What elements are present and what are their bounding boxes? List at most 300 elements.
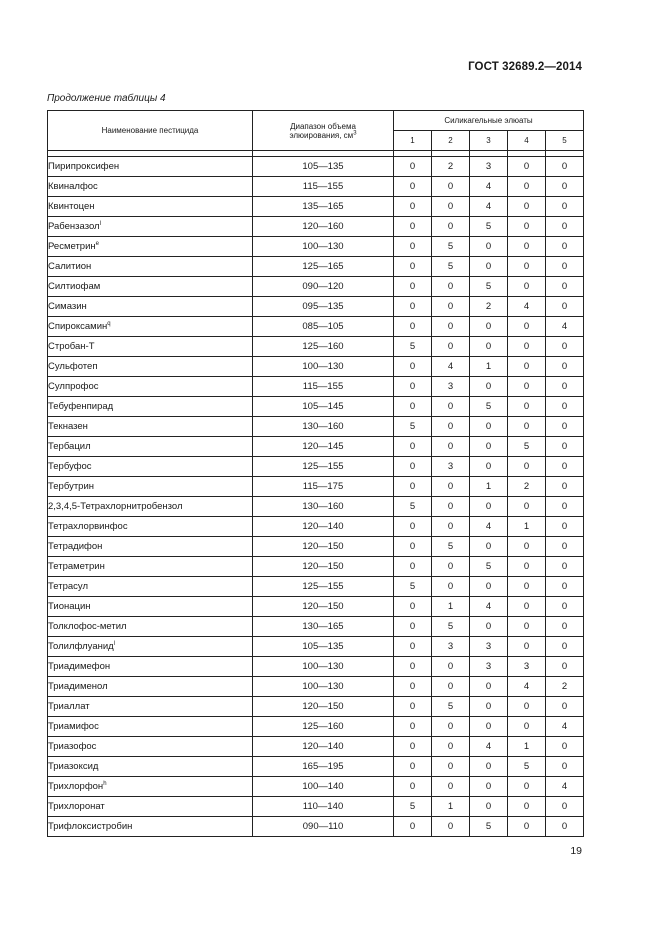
elution-range-cell: 110—140 [253,797,394,817]
eluate-value-cell: 0 [508,457,546,477]
eluate-value-cell: 0 [432,317,470,337]
eluate-value-cell: 0 [546,237,584,257]
eluate-value-cell: 5 [394,417,432,437]
pesticide-name: Сулпрофос [48,381,99,392]
eluate-value-cell: 0 [546,637,584,657]
eluate-value-cell: 0 [546,817,584,837]
eluate-value-cell: 0 [508,177,546,197]
eluate-value-cell: 3 [432,377,470,397]
pesticide-name: Тетраметрин [48,561,105,572]
eluate-value-cell: 5 [394,337,432,357]
range-header-unit: элюирования, см [289,130,354,140]
pesticide-name-cell [48,377,253,397]
eluate-value-cell: 0 [394,357,432,377]
pesticide-name: Тербутрин [48,481,95,492]
eluate-value-cell: 0 [470,677,508,697]
eluate-value-cell: 0 [432,517,470,537]
elution-range-cell: 125—155 [253,457,394,477]
elution-range-cell: 135—165 [253,197,394,217]
eluate-value-cell: 4 [470,597,508,617]
eluate-value-cell: 0 [470,417,508,437]
table-row [48,617,584,637]
eluate-value-cell: 0 [546,157,584,177]
pesticide-name: Тербацил [48,441,91,452]
eluate-value-cell: 0 [470,757,508,777]
eluate-value-cell: 0 [470,717,508,737]
eluate-value-cell: 1 [432,597,470,617]
range-header-line2 [253,131,393,140]
pesticide-name: Ресметрин [48,241,96,252]
pesticide-name-cell [48,237,253,257]
pesticide-name-cell [48,677,253,697]
elution-range-cell: 085—105 [253,317,394,337]
elution-range-cell: 120—140 [253,737,394,757]
elution-range-cell: 105—135 [253,637,394,657]
pesticide-name-cell [48,577,253,597]
eluate-value-cell: 0 [546,377,584,397]
eluate-value-cell: 5 [508,757,546,777]
eluate-value-cell: 0 [470,337,508,357]
pesticide-name-cell [48,417,253,437]
pesticide-name: Спироксамин [48,321,108,332]
eluate-value-cell: 0 [546,597,584,617]
pesticide-name-cell [48,777,253,797]
eluate-value-cell: 0 [546,277,584,297]
eluate-value-cell: 0 [508,577,546,597]
eluate-value-cell: 5 [394,577,432,597]
eluate-value-cell: 5 [470,277,508,297]
eluate-value-cell: 0 [546,617,584,637]
table-row [48,457,584,477]
pesticide-name: Толилфлуанид [48,641,114,652]
table-row [48,277,584,297]
pesticide-table [47,110,584,837]
eluate-value-cell: 0 [394,177,432,197]
elution-range-cell: 125—160 [253,717,394,737]
eluate-value-cell: 0 [546,757,584,777]
pesticide-name-cell [48,357,253,377]
eluate-value-cell: 0 [546,537,584,557]
elution-range-cell: 120—145 [253,437,394,457]
table-row [48,437,584,457]
eluate-value-cell: 3 [470,657,508,677]
eluate-value-cell: 5 [470,217,508,237]
eluate-value-cell: 0 [508,317,546,337]
eluate-value-cell: 0 [394,197,432,217]
eluate-value-cell: 0 [546,797,584,817]
eluate-value-cell: 0 [470,317,508,337]
eluate-value-cell: 0 [508,197,546,217]
eluate-value-cell: 5 [508,437,546,457]
eluate-value-cell: 0 [432,477,470,497]
eluate-value-cell: 0 [394,517,432,537]
eluate-value-cell: 0 [432,437,470,457]
eluate-value-cell: 0 [394,777,432,797]
eluate-value-cell: 0 [394,277,432,297]
pesticide-name: Силтиофам [48,281,101,292]
elution-range-cell: 120—150 [253,557,394,577]
eluate-value-cell: 0 [508,817,546,837]
eluate-value-cell: 0 [470,617,508,637]
table-row [48,717,584,737]
eluate-value-cell: 0 [470,237,508,257]
pesticide-name: Симазин [48,301,87,312]
eluate-value-cell: 0 [546,417,584,437]
eluate-value-cell: 0 [508,417,546,437]
table-row [48,537,584,557]
eluate-value-cell: 0 [470,497,508,517]
eluate-value-cell: 0 [432,577,470,597]
pesticide-name: Квинтоцен [48,201,95,212]
table-row [48,777,584,797]
table-row [48,197,584,217]
eluate-value-cell: 4 [470,737,508,757]
eluate-value-cell: 0 [508,697,546,717]
eluate-value-cell: 0 [432,657,470,677]
eluate-value-cell: 0 [432,197,470,217]
eluate-value-cell: 0 [394,477,432,497]
elution-range-cell: 120—150 [253,537,394,557]
pesticide-name: Триазоксид [48,761,99,772]
pesticide-name-cell [48,817,253,837]
pesticide-name-cell [48,197,253,217]
table-row [48,177,584,197]
eluate-value-cell: 0 [432,417,470,437]
eluate-value-cell: 0 [394,757,432,777]
eluate-value-cell: 5 [432,697,470,717]
eluate-column-header: 3 [470,131,508,151]
pesticide-name-cell [48,337,253,357]
eluate-value-cell: 4 [546,777,584,797]
eluate-column-header: 2 [432,131,470,151]
eluate-value-cell: 0 [546,357,584,377]
table-caption: Продолжение таблицы 4 [47,93,166,104]
eluate-value-cell: 5 [394,797,432,817]
elution-range-cell: 100—130 [253,237,394,257]
eluate-value-cell: 0 [470,257,508,277]
pesticide-name: Тербуфос [48,461,92,472]
table-row [48,297,584,317]
table-row [48,657,584,677]
column-header-range [253,111,394,151]
pesticide-name-cell [48,737,253,757]
eluate-column-header: 1 [394,131,432,151]
eluate-value-cell: 0 [432,217,470,237]
eluate-value-cell: 5 [470,397,508,417]
eluate-value-cell: 0 [394,677,432,697]
pesticide-name-cell [48,317,253,337]
eluate-value-cell: 0 [394,377,432,397]
eluate-value-cell: 0 [394,597,432,617]
eluate-value-cell: 0 [394,637,432,657]
pesticide-name-cell [48,437,253,457]
eluate-value-cell: 2 [546,677,584,697]
eluate-value-cell: 0 [394,157,432,177]
pesticide-name: Трифлоксистробин [48,821,133,832]
eluate-value-cell: 0 [470,697,508,717]
pesticide-name-cell [48,177,253,197]
eluate-value-cell: 0 [470,437,508,457]
table-row [48,397,584,417]
elution-range-cell: 095—135 [253,297,394,317]
eluate-value-cell: 2 [432,157,470,177]
eluate-value-cell: 4 [470,517,508,537]
eluate-value-cell: 4 [470,177,508,197]
elution-range-cell: 165—195 [253,757,394,777]
eluate-value-cell: 0 [546,197,584,217]
elution-range-cell: 090—120 [253,277,394,297]
eluate-value-cell: 0 [470,577,508,597]
eluate-value-cell: 5 [432,617,470,637]
eluate-value-cell: 4 [546,317,584,337]
table-row [48,817,584,837]
elution-range-cell: 100—140 [253,777,394,797]
elution-range-cell: 100—130 [253,657,394,677]
pesticide-name: 2,3,4,5-Тетрахлорнитробензол [48,501,183,512]
eluate-value-cell: 3 [508,657,546,677]
pesticide-name: Тетрасул [48,581,88,592]
table-row [48,477,584,497]
eluate-value-cell: 0 [432,757,470,777]
pesticide-name-cell [48,537,253,557]
eluate-value-cell: 0 [546,457,584,477]
table-row [48,797,584,817]
eluate-value-cell: 0 [432,277,470,297]
elution-range-cell: 130—165 [253,617,394,637]
eluate-value-cell: 0 [432,297,470,317]
pesticide-name-cell [48,477,253,497]
table-row [48,597,584,617]
elution-range-cell: 115—155 [253,177,394,197]
eluate-value-cell: 0 [394,437,432,457]
eluate-value-cell: 0 [508,497,546,517]
pesticide-name: Текназен [48,421,88,432]
table-row [48,637,584,657]
table-row [48,497,584,517]
eluate-value-cell: 1 [470,357,508,377]
elution-range-cell: 115—155 [253,377,394,397]
eluate-value-cell: 4 [546,717,584,737]
eluate-value-cell: 0 [432,677,470,697]
eluate-value-cell: 0 [508,717,546,737]
elution-range-cell: 130—160 [253,417,394,437]
pesticide-name-cell [48,637,253,657]
elution-range-cell: 100—130 [253,677,394,697]
eluate-value-cell: 1 [508,737,546,757]
pesticide-name-cell [48,217,253,237]
range-header-sup: 3 [353,129,357,136]
eluate-value-cell: 0 [470,777,508,797]
eluate-value-cell: 0 [508,777,546,797]
eluate-value-cell: 0 [546,497,584,517]
pesticide-name-cell [48,277,253,297]
table-row [48,737,584,757]
eluate-value-cell: 0 [394,657,432,677]
pesticide-name: Тетрадифон [48,541,103,552]
elution-range-cell: 120—150 [253,597,394,617]
elution-range-cell: 090—110 [253,817,394,837]
eluate-value-cell: 0 [546,557,584,577]
range-header-line1: Диапазон объема [290,121,356,131]
table-row [48,377,584,397]
eluate-column-header: 4 [508,131,546,151]
eluate-value-cell: 0 [394,237,432,257]
eluate-value-cell: 0 [394,257,432,277]
eluate-value-cell: 0 [432,177,470,197]
pesticide-name-cell [48,597,253,617]
eluate-column-header: 5 [546,131,584,151]
pesticide-name: Тебуфенпирад [48,401,114,412]
eluate-value-cell: 0 [508,157,546,177]
eluate-value-cell: 0 [432,497,470,517]
pesticide-name: Салитион [48,261,92,272]
pesticide-name-cell [48,797,253,817]
pesticide-name: Толклофос-метил [48,621,127,632]
table-row [48,317,584,337]
pesticide-name: Триадимефон [48,661,111,672]
eluate-value-cell: 0 [546,297,584,317]
eluate-value-cell: 0 [508,357,546,377]
eluate-value-cell: 0 [508,277,546,297]
eluate-value-cell: 0 [470,457,508,477]
eluate-value-cell: 3 [432,637,470,657]
table-row [48,157,584,177]
elution-range-cell: 105—145 [253,397,394,417]
pesticide-name-cell [48,657,253,677]
eluate-value-cell: 3 [470,637,508,657]
elution-range-cell: 125—155 [253,577,394,597]
eluate-value-cell: 0 [432,397,470,417]
table-row [48,757,584,777]
eluate-value-cell: 0 [508,337,546,357]
pesticide-name-cell [48,497,253,517]
eluate-value-cell: 0 [432,737,470,757]
eluate-value-cell: 0 [546,657,584,677]
eluate-value-cell: 0 [508,597,546,617]
table-row [48,237,584,257]
page-number: 19 [570,845,582,857]
eluate-value-cell: 0 [432,717,470,737]
table-row [48,577,584,597]
eluate-value-cell: 0 [394,697,432,717]
eluate-value-cell: 0 [508,537,546,557]
eluate-value-cell: 3 [432,457,470,477]
eluate-value-cell: 0 [508,797,546,817]
pesticide-name-cell [48,617,253,637]
elution-range-cell: 130—160 [253,497,394,517]
eluate-value-cell: 2 [508,477,546,497]
pesticide-name-cell [48,697,253,717]
eluate-value-cell: 0 [394,397,432,417]
eluate-value-cell: 4 [470,197,508,217]
eluate-value-cell: 5 [470,817,508,837]
table-row [48,517,584,537]
eluate-value-cell: 0 [470,377,508,397]
footnote-marker: h [103,780,107,787]
eluate-value-cell: 0 [546,477,584,497]
table-row [48,677,584,697]
eluate-value-cell: 0 [508,617,546,637]
eluate-value-cell: 0 [394,537,432,557]
pesticide-name-cell [48,257,253,277]
elution-range-cell: 125—165 [253,257,394,277]
pesticide-name-cell [48,757,253,777]
eluate-value-cell: 0 [394,817,432,837]
pesticide-name: Сульфотеп [48,361,98,372]
eluate-value-cell: 0 [546,177,584,197]
document-header: ГОСТ 32689.2—2014 [468,61,582,73]
pesticide-name: Квиналфос [48,181,98,192]
eluate-value-cell: 4 [508,677,546,697]
elution-range-cell: 100—130 [253,357,394,377]
eluate-value-cell: 0 [394,217,432,237]
table-row [48,557,584,577]
pesticide-name: Триаллат [48,701,90,712]
eluate-value-cell: 0 [508,217,546,237]
eluate-value-cell: 0 [508,397,546,417]
elution-range-cell: 105—135 [253,157,394,177]
pesticide-name-cell [48,457,253,477]
footnote-marker: l [99,220,101,227]
eluate-value-cell: 0 [546,737,584,757]
pesticide-name: Тионацин [48,601,91,612]
table-row [48,697,584,717]
eluate-value-cell: 0 [546,257,584,277]
eluate-value-cell: 0 [546,437,584,457]
pesticide-name: Рабензазол [48,221,100,232]
eluate-value-cell: 0 [470,797,508,817]
eluate-value-cell: 0 [508,557,546,577]
eluate-value-cell: 0 [508,257,546,277]
column-header-name: Наименование пестицида [48,111,253,151]
elution-range-cell: 120—160 [253,217,394,237]
elution-range-cell: 115—175 [253,477,394,497]
pesticide-name-cell [48,157,253,177]
footnote-marker: e [95,240,99,247]
eluate-value-cell: 0 [432,337,470,357]
column-header-eluates: Силикагельные элюаты [394,111,584,131]
pesticide-name-cell [48,297,253,317]
eluate-value-cell: 0 [394,297,432,317]
eluate-value-cell: 0 [508,637,546,657]
eluate-value-cell: 2 [470,297,508,317]
footnote-marker: l [113,640,116,647]
pesticide-name: Трихлорфон [48,781,104,792]
eluate-value-cell: 0 [432,817,470,837]
eluate-value-cell: 0 [394,557,432,577]
eluate-value-cell: 1 [470,477,508,497]
footnote-marker: q [107,320,111,327]
eluate-value-cell: 0 [432,777,470,797]
eluate-value-cell: 5 [432,257,470,277]
eluate-value-cell: 0 [546,517,584,537]
eluate-value-cell: 4 [508,297,546,317]
eluate-value-cell: 1 [508,517,546,537]
pesticide-name: Триамифос [48,721,99,732]
pesticide-name: Тетрахлорвинфос [48,521,128,532]
pesticide-name: Пирипроксифен [48,161,120,172]
table-row [48,217,584,237]
table-row [48,337,584,357]
pesticide-name: Трихлоронат [48,801,105,812]
eluate-value-cell: 0 [432,557,470,577]
eluate-value-cell: 0 [546,697,584,717]
pesticide-name-cell [48,397,253,417]
eluate-value-cell: 0 [394,617,432,637]
eluate-value-cell: 4 [432,357,470,377]
table-row [48,357,584,377]
eluate-value-cell: 5 [394,497,432,517]
